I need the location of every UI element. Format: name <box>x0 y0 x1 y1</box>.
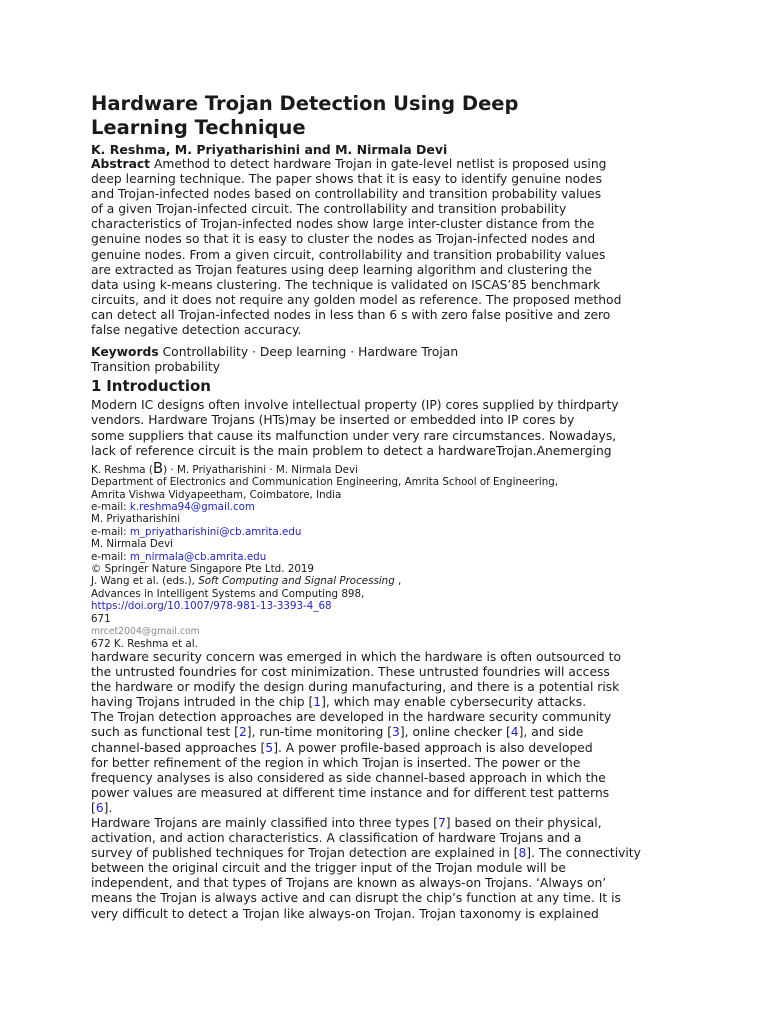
email-label: e-mail: <box>91 550 127 563</box>
footnote-authors: K. Reshma (B) · M. Priyatharishini · M. Nirmala Devi <box>91 458 358 477</box>
page-number: 671 <box>91 612 111 625</box>
email-link-nirmala[interactable]: m_nirmala@cb.amrita.edu <box>129 550 267 563</box>
corresponding-author-mark: B <box>152 458 164 477</box>
paper-title <box>91 92 611 140</box>
para-line: [6]. <box>91 800 113 815</box>
abstract-label: Abstract <box>91 157 151 171</box>
keywords-label: Keywords <box>91 345 159 360</box>
keywords <box>91 345 671 375</box>
abstract-line: data using k-means clustering. The technique is validated on ISCAS’85 benchmark <box>91 277 601 292</box>
para-line: Hardware Trojans are mainly classified into three types [7] based on their physical, <box>91 816 602 830</box>
author-footnote <box>91 458 671 650</box>
section-number: 1 <box>91 377 102 396</box>
citation-link[interactable]: 7 <box>437 816 446 830</box>
section-heading-introduction <box>91 378 671 395</box>
footnote-name: M. Nirmala Devi <box>91 538 174 551</box>
doi-link[interactable]: https://doi.org/10.1007/978-981-13-3393-4_68 <box>91 600 332 613</box>
intro-paragraph <box>91 398 671 458</box>
footnote-department: Department of Electronics and Communication Engineering, Amrita School of Engineering, <box>91 476 559 489</box>
paragraph-security-concern <box>91 650 671 710</box>
abstract-line: of a given Trojan-infected circuit. The controllability and transition probability <box>91 202 567 217</box>
paragraph-trojan-classification <box>91 816 671 922</box>
title-line-2: Learning Technique <box>91 116 306 139</box>
section-title: Introduction <box>106 377 211 396</box>
citation-link[interactable]: 4 <box>510 725 519 740</box>
footnote-name: M. Priyatharishini <box>91 513 181 526</box>
para-line: hardware security concern was emerged in which the hardware is often outsourced to <box>91 649 621 664</box>
para-line: channel-based approaches [5]. A power profile-based approach is also developed <box>91 740 593 755</box>
email-link-reshma[interactable]: k.reshma94@gmail.com <box>129 500 255 513</box>
email-label: e-mail: <box>91 500 127 513</box>
para-line: between the original circuit and the trigger input of the Trojan module will be <box>91 861 566 876</box>
paper-page <box>91 92 671 922</box>
email-link-priyatharishini[interactable]: m_priyatharishini@cb.amrita.edu <box>129 525 302 538</box>
citation-link[interactable]: 8 <box>518 846 527 861</box>
para-line: power values are measured at different time instance and for different test patterns <box>91 785 610 800</box>
book-title: Soft Computing and Signal Processing <box>198 575 395 588</box>
author-list: K. Reshma, M. Priyatharishini and M. Nirmala Devi <box>91 142 448 157</box>
abstract-line: can detect all Trojan-infected nodes in less than 6 s with zero false positive and zero <box>91 307 611 322</box>
para-line: The Trojan detection approaches are developed in the hardware security community <box>91 710 612 725</box>
editors-citation: J. Wang et al. (eds.), Soft Computing and Signal Processing , <box>91 575 402 588</box>
para-line: frequency analyses is also considered as side channel-based approach in which the <box>91 770 606 785</box>
citation-link[interactable]: 5 <box>265 740 274 755</box>
abstract-line: deep learning technique. The paper shows that it is easy to identify genuine nodes <box>91 172 602 187</box>
intro-line: vendors. Hardware Trojans (HTs)may be inserted or embedded into IP cores by <box>91 413 575 428</box>
keywords-line-2: Transition probability <box>91 360 220 375</box>
intro-line: some suppliers that cause its malfunction under very rare circumstances. Nowadays, <box>91 428 617 443</box>
para-line: such as functional test [2], run-time monitoring [3], online checker [4], and side <box>91 725 584 740</box>
para-line: means the Trojan is always active and can disrupt the chip’s function at any time. It is <box>91 891 621 906</box>
abstract-line: genuine nodes. From a given circuit, controllability and transition probability values <box>91 247 606 262</box>
para-line: for better refinement of the region in which Trojan is inserted. The power or the <box>91 755 581 770</box>
abstract <box>91 157 671 338</box>
citation-link[interactable]: 2 <box>238 725 247 740</box>
para-line: independent, and that types of Trojans are known as always-on Trojans. ‘Always on’ <box>91 876 607 891</box>
footnote-university: Amrita Vishwa Vidyapeetham, Coimbatore, India <box>91 488 342 501</box>
intro-line: Modern IC designs often involve intellectual property (IP) cores supplied by thirdparty <box>91 398 619 413</box>
copyright-notice: © Springer Nature Singapore Pte Ltd. 2019 <box>91 562 314 575</box>
series-citation: Advances in Intelligent Systems and Computing 898, <box>91 587 365 600</box>
email-label: e-mail: <box>91 525 127 538</box>
paragraph-detection-approaches <box>91 710 671 816</box>
para-line: very difficult to detect a Trojan like always-on Trojan. Trojan taxonomy is explained <box>91 906 599 921</box>
para-line: activation, and action characteristics. A classification of hardware Trojans and a <box>91 831 582 846</box>
abstract-line: false negative detection accuracy. <box>91 323 302 338</box>
para-line: having Trojans intruded in the chip [1], which may enable cybersecurity attacks. <box>91 695 587 710</box>
keywords-line-1: Controllability · Deep learning · Hardware Trojan <box>162 345 459 360</box>
abstract-line: characteristics of Trojan-infected nodes show large inter-cluster distance from the <box>91 217 595 232</box>
citation-link[interactable]: 3 <box>392 725 400 740</box>
citation-link[interactable]: 1 <box>313 695 322 710</box>
abstract-line: and Trojan-infected nodes based on controllability and transition probability values <box>91 187 602 202</box>
title-line-1: Hardware Trojan Detection Using Deep <box>91 92 519 115</box>
intro-line: lack of reference circuit is the main problem to detect a hardwareTrojan.Anemerging <box>91 443 612 458</box>
running-head: 672 K. Reshma et al. <box>91 637 198 650</box>
abstract-line: circuits, and it does not require any golden model as reference. The proposed method <box>91 292 622 307</box>
para-line: survey of published techniques for Trojan detection are explained in [8]. The connectivity <box>91 846 641 861</box>
citation-link[interactable]: 6 <box>95 800 104 815</box>
para-line: the untrusted foundries for cost minimization. These untrusted foundries will access <box>91 665 610 680</box>
abstract-line: are extracted as Trojan features using deep learning algorithm and clustering the <box>91 262 593 277</box>
para-line: the hardware or modify the design during manufacturing, and there is a potential risk <box>91 680 620 695</box>
abstract-line: genuine nodes so that it is easy to cluster the nodes as Trojan-infected nodes and <box>91 232 596 247</box>
abstract-line: Amethod to detect hardware Trojan in gate-level netlist is proposed using <box>153 157 607 171</box>
watermark-email: mrcet2004@gmail.com <box>91 625 200 637</box>
